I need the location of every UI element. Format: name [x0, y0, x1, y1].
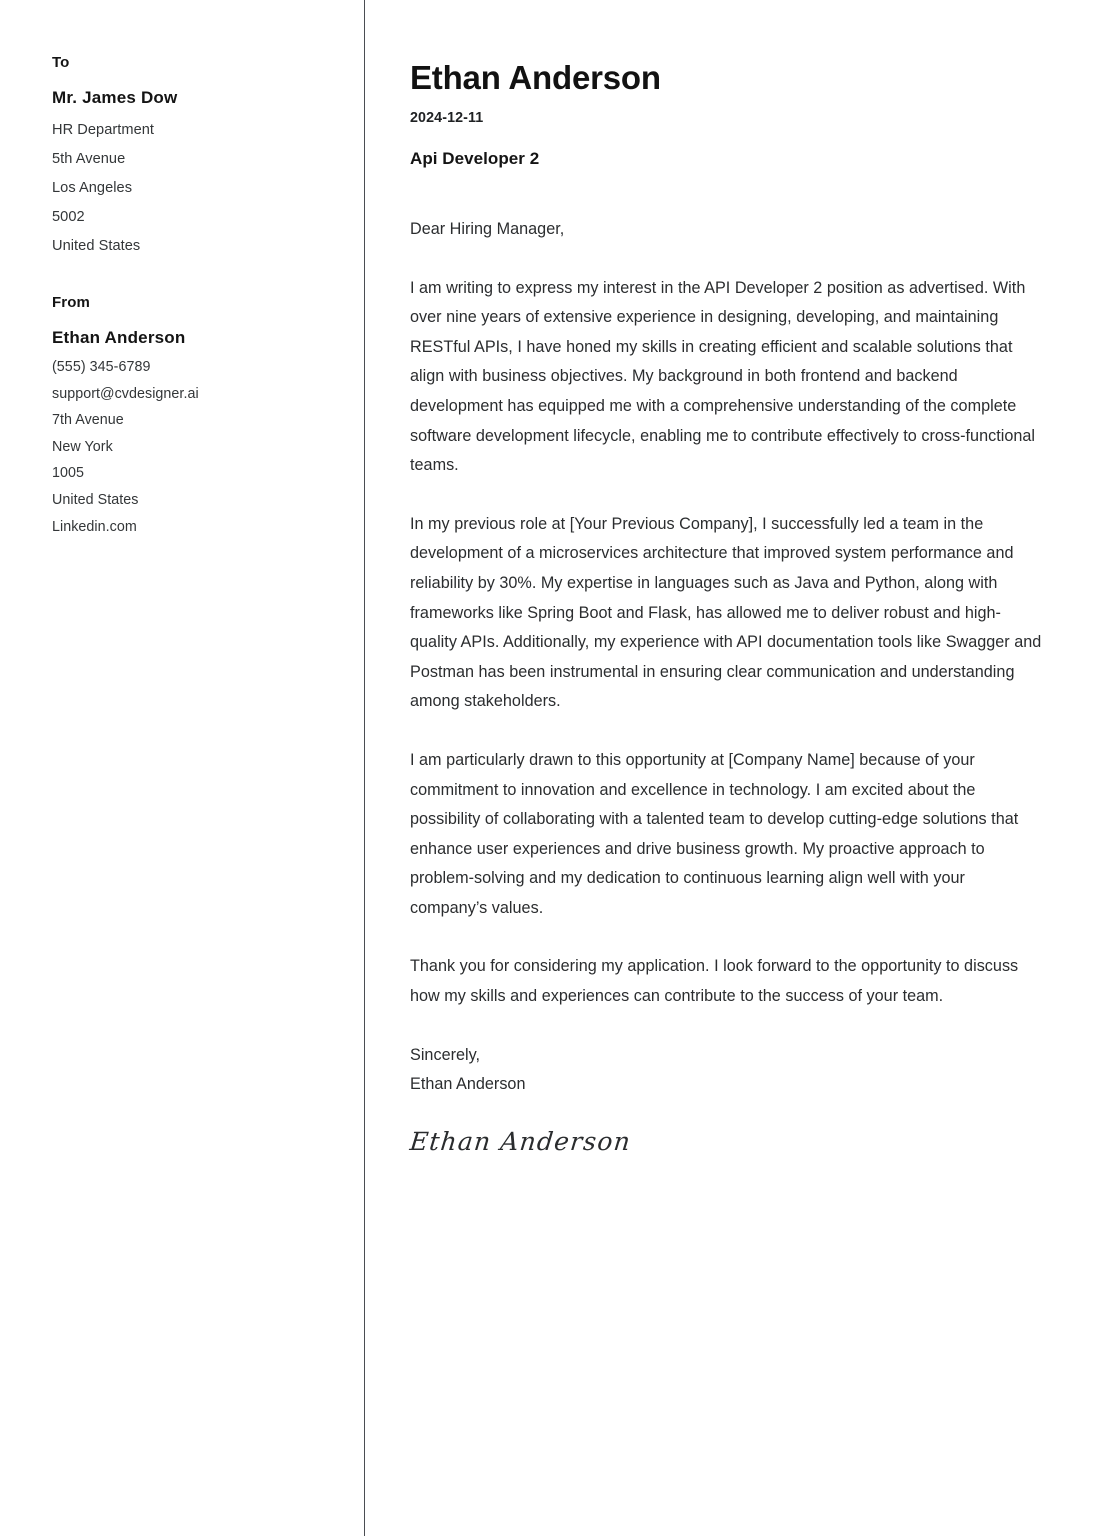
sender-postcode: 1005 — [52, 465, 85, 482]
closing-name: Ethan Anderson — [410, 1075, 526, 1094]
letter-body — [410, 215, 1042, 1156]
job-title: Api Developer 2 — [410, 149, 540, 168]
sender-country: United States — [52, 491, 139, 508]
recipient-block — [52, 54, 335, 261]
body-paragraph: In my previous role at [Your Previous Company], I successfully led a team in the development of a microservices architecture that improved system performance and reliability by 30%. My expertise in languages such as Java and Python, along with frameworks like Spring Boot and Flask, has allowed me to deliver robust and high-quality APIs. Additionally, my experience with API documentation tools like Swagger and Postman has been instrumental in ensuring clear communication and understanding among stakeholders. — [410, 514, 1042, 711]
page-title: Ethan Anderson — [410, 59, 661, 96]
sender-email: support@cvdesigner.ai — [52, 385, 199, 402]
closing-block — [410, 1041, 1042, 1100]
letter-content — [365, 0, 1095, 1536]
closing-word: Sincerely, — [410, 1045, 481, 1064]
signature: Ethan Anderson — [408, 1126, 633, 1156]
body-paragraph: I am writing to express my interest in the API Developer 2 position as advertised. With over nine years of extensive experience in designing, developing, and maintaining RESTful APIs, I have honed my skills in creating efficient and scalable solutions that align with business objectives. My background in both frontend and backend development has equipped me with a comprehensive understanding of the complete software development lifecycle, enabling me to contribute effectively to cross-functional teams. — [410, 278, 1036, 475]
recipient-line: HR Department — [52, 122, 155, 138]
recipient-line: United States — [52, 238, 141, 254]
sender-name: Ethan Anderson — [52, 328, 186, 347]
sender-phone: (555) 345-6789 — [52, 359, 151, 375]
sender-linkedin: Linkedin.com — [52, 518, 137, 535]
body-paragraph: I am particularly drawn to this opportunity at [Company Name] because of your commitment to innovation and excellence in technology. I am excited about the possibility of collaborating with a talented team to develop cutting-edge solutions that enhance user experiences and drive business growth. My proactive approach to problem-solving and my dedication to continuous learning align well with your company’s values. — [410, 750, 1019, 917]
sender-block — [52, 294, 335, 540]
body-paragraph: Thank you for considering my application. I look forward to the opportunity to discuss how my skills and experiences can contribute to the success of your team. — [410, 957, 1019, 1006]
from-label: From — [52, 294, 90, 311]
sender-street: 7th Avenue — [52, 412, 124, 429]
sender-city: New York — [52, 438, 113, 455]
recipient-line: 5th Avenue — [52, 151, 126, 167]
letter-date: 2024-12-11 — [410, 110, 484, 126]
recipient-name: Mr. James Dow — [52, 88, 178, 107]
column-divider — [364, 0, 365, 1536]
salutation: Dear Hiring Manager, — [410, 220, 565, 238]
to-label: To — [52, 54, 70, 71]
contact-sidebar — [0, 0, 365, 1536]
recipient-line: 5002 — [52, 209, 85, 225]
recipient-line: Los Angeles — [52, 180, 133, 196]
